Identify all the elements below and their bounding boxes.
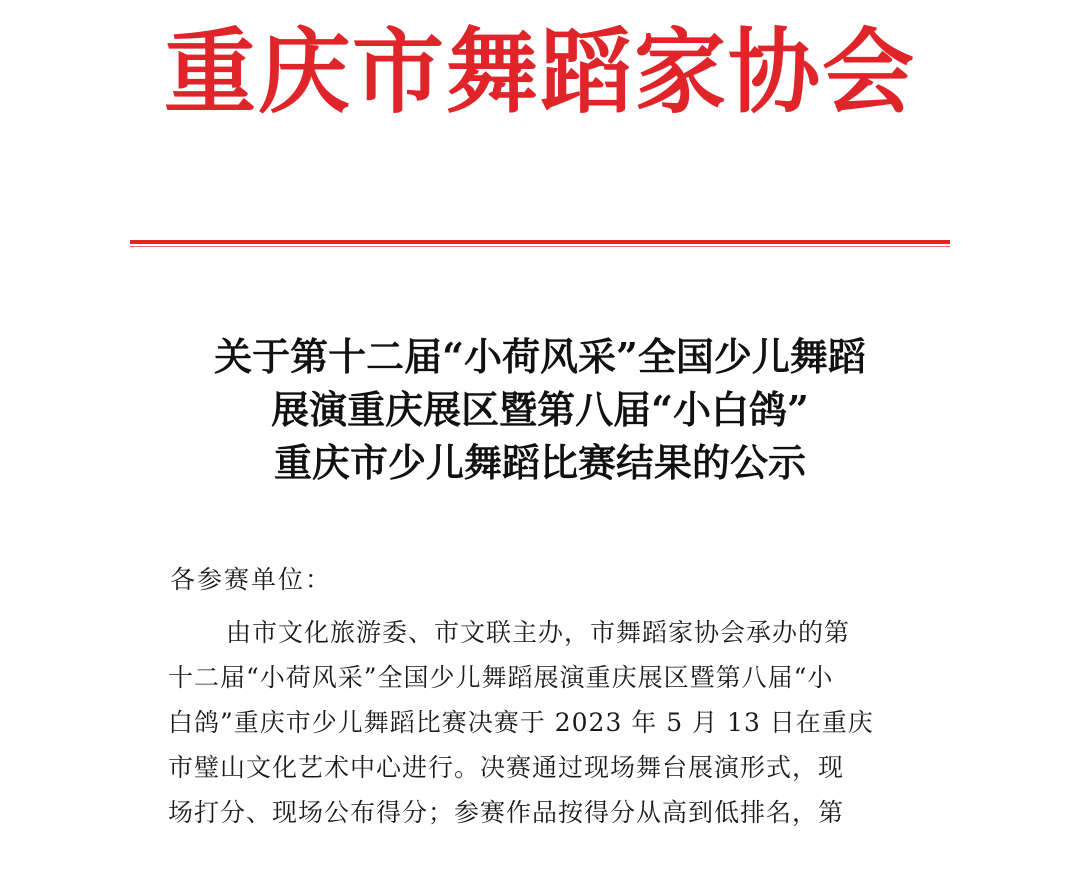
letterhead-org-name: 重庆市舞蹈家协会 <box>163 19 916 126</box>
body-paragraph <box>168 610 918 835</box>
body-line: 白鸽”重庆市少儿舞蹈比赛决赛于 2023 年 5 月 13 日在重庆 <box>168 708 874 737</box>
document-title-line: 关于第十二届“小荷风采”全国少儿舞蹈 <box>214 334 866 379</box>
document-title-line: 展演重庆展区暨第八届“小白鸽” <box>271 387 809 432</box>
body-line: 十二届“小荷风采”全国少儿舞蹈展演重庆展区暨第八届“小 <box>168 663 834 692</box>
body-line: 市璧山文化艺术中心进行。决赛通过现场舞台展演形式，现 <box>168 753 845 782</box>
body-line: 场打分、现场公布得分；参赛作品按得分从高到低排名，第 <box>168 798 845 827</box>
salutation: 各参赛单位： <box>170 565 333 594</box>
document-title-line: 重庆市少儿舞蹈比赛结果的公示 <box>273 440 806 485</box>
body-line: 由市文化旅游委、市文联主办，市舞蹈家协会承办的第 <box>226 618 851 647</box>
letterhead-red-divider <box>130 240 950 244</box>
document-title <box>0 330 1080 489</box>
